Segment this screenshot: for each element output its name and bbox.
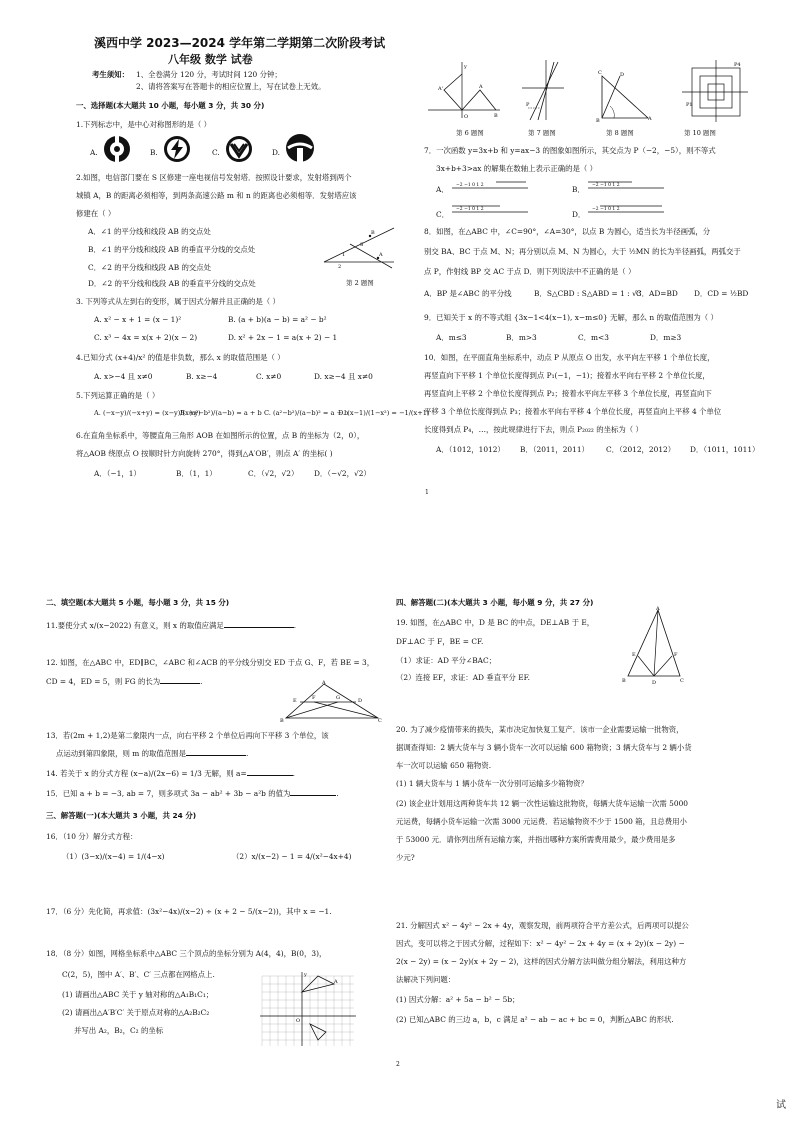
q2-option-b: B．∠1 的平分线和线段 AB 的垂直平分线的交点处 [88, 245, 256, 254]
notice-2: 2、请将答案写在答题卡的相应位置上，写在试卷上无效。 [136, 82, 326, 91]
q4-option-c: C. x≠0 [256, 372, 282, 381]
q18-part-2: (2) 请画出△A′B′C′ 关于原点对称的△A₂B₂C₂ [62, 1008, 210, 1017]
q6-option-c: C．（√2，√2） [248, 469, 299, 478]
q4-option-a: A. x>−4 且 x≠0 [94, 372, 153, 381]
q10-option-b: B．（2011，2011） [520, 445, 589, 454]
svg-text:B: B [371, 230, 375, 236]
q12-line-2: CD = 4，ED = 5，则 FG 的长为 . [46, 677, 203, 686]
q12-figure [278, 680, 388, 722]
q8-option-b: B．S△CBD : S△ABD = 1 : √3 [534, 289, 642, 298]
svg-text:B: B [280, 718, 284, 722]
exam-title: 溪西中学 2023—2024 学年第二学期第二次阶段考试 [94, 36, 386, 50]
q10-option-c: C．（2012，2012） [606, 445, 676, 454]
fig7-diagram [518, 58, 568, 124]
q7-numberline-a [450, 178, 530, 194]
q8-line-3: 点 P，作射线 BP 交 AC 于点 D．则下列说法中不正确的是（ ） [424, 267, 636, 276]
q19-figure [618, 604, 686, 686]
q2-line-2: 城镇 A，B 的距离必须相等，到两条高速公路 m 和 n 的距离也必须相等．发射塔应该 [76, 191, 357, 200]
q20-part-2d: 少元? [396, 853, 415, 862]
q21-line-4: 法解决下列问题： [396, 975, 456, 984]
corner-mark: 试 [776, 1100, 786, 1111]
svg-text:O: O [296, 1018, 301, 1024]
q20-part-2b: 元运费，每辆小货车运输一次需 3000 元运费．若运输物资不少于 1500 箱，且总费用小 [396, 817, 687, 826]
q7-numberline-b [586, 178, 666, 194]
q18-line-1: 18．（8 分）如图，网格坐标系中△ABC 三个顶点的坐标分别为 A(4，4)，B(0，3)， [46, 949, 327, 958]
q9-option-d: D．m≥3 [650, 333, 682, 342]
q13-line-2: 点运动到第四象限，则 m 的取值范围是 . [56, 749, 249, 758]
q2-line-1: 2.如图，电信部门要在 S 区修建一座电视信号发射塔．按照设计要求，发射塔到两个 [76, 173, 352, 182]
q1-option-a: A. [90, 148, 98, 157]
q20-part-2c: 于 53000 元．请你列出所有运输方案，并指出哪种方案所需费用最少，最少费用是多 [396, 835, 676, 844]
svg-text:−2 −1 0 1 2: −2 −1 0 1 2 [592, 207, 620, 212]
q20-line-2: 据调查得知：2 辆大货车与 3 辆小货车一次可以运输 600 箱物资；3 辆大货车与 2 辆小货 [396, 743, 692, 752]
q3-option-d: D. x² + 2x − 1 = a(x + 2) − 1 [228, 333, 338, 342]
q20-part-2a: (2) 该企业计划用这两种货车共 12 辆一次性运输这批物资，每辆大货车运输一次需 5000 [396, 799, 688, 808]
q5-option-a: A. (−x−y)/(−x+y) = (x−y)/(x+y) [94, 409, 201, 417]
q19-line-2: DF⊥AC 于 F，BE = CF. [396, 637, 484, 646]
q4-option-d: D. x≥−4 且 x≠0 [314, 372, 373, 381]
svg-text:y: y [464, 64, 467, 70]
q3-text: 3. 下列等式从左到右的变形，属于因式分解并且正确的是（ ） [76, 297, 280, 306]
svg-text:E: E [293, 698, 297, 704]
q2-figure-caption: 第 2 题图 [346, 279, 374, 287]
q8-option-d: D．CD = ½BD [694, 289, 749, 298]
svg-text:F: F [674, 652, 678, 658]
svg-text:A: A [379, 252, 383, 258]
q17-text: 17．（6 分）先化简，再求值：(3x²−4x)/(x−2) ÷ (x + 2 − 5/(x−2))，其中 x = −1. [46, 907, 332, 916]
svg-text:P4: P4 [734, 62, 741, 68]
fig10-caption: 第 10 题图 [684, 129, 716, 137]
q4-option-b: B. x≥−4 [186, 372, 218, 381]
q18-line-2: C(2，5)，图中 A′、B′、C′ 三点都在网格点上. [62, 970, 215, 979]
q2-option-d: D．∠2 的平分线和线段 AB 的垂直平分线的交点处 [88, 279, 256, 288]
q3-option-c: C. x³ − 4x = x(x + 2)(x − 2) [94, 333, 198, 342]
q8-option-a: A．BP 是∠ABC 的平分线 [424, 289, 512, 298]
q7-option-a: A． [436, 185, 449, 194]
q9-text: 9．已知关于 x 的不等式组 {3x−1<4(x−1), x−m≤0} 无解，那么 n 的取值范围为（ ） [424, 313, 718, 322]
section3-heading: 三、解答题(一)(本大题共 3 小题，共 24 分) [46, 811, 197, 820]
q6-line-1: 6.在直角坐标系中，等腰直角三角形 AOB 在如图所示的位置，点 B 的坐标为（2，0）， [76, 431, 365, 440]
svg-text:C: C [680, 678, 684, 684]
q13-line-1: 13．若(2m + 1,2)是第二象限内一点，向右平移 2 个单位后再向下平移 3 个单位，该 [46, 731, 329, 740]
q10-option-a: A．（1012，1012） [436, 445, 505, 454]
svg-text:B: B [622, 678, 626, 684]
fig8-caption: 第 8 题图 [606, 129, 634, 137]
svg-text:C: C [378, 718, 382, 722]
q15-text: 15．已知 a + b = −3, ab = 7，则多项式 3a − ab² + 3b − a²b 的值为 . [46, 789, 339, 798]
q5-text: 5.下列运算正确的是（ ） [76, 391, 160, 400]
q3-option-b: B. (a + b)(a − b) = a² − b² [228, 315, 327, 324]
q7-numberline-c [450, 202, 530, 218]
svg-text:D: D [358, 698, 363, 704]
svg-text:−2 −1 0 1 2: −2 −1 0 1 2 [592, 183, 620, 188]
svg-text:y: y [304, 972, 307, 978]
q10-line-2: 再竖直向下平移 1 个单位长度得到点 P₁(−1，−1)；接着水平向右平移 2 个单位长度， [424, 371, 710, 380]
q11-text: 11.要使分式 x/(x−2022) 有意义，则 x 的取值应满足 . [46, 621, 297, 630]
svg-text:A: A [322, 680, 326, 686]
q8-line-1: 8．如图，在△ABC 中，∠C=90°，∠A=30°，以点 B 为圆心，适当长为半径画弧，分 [424, 227, 711, 236]
section1-heading: 一、选择题(本大题共 10 小题，每小题 3 分，共 30 分) [76, 101, 265, 110]
q20-line-1: 20. 为了减少疫情带来的损失，某市决定加快复工复产．该市一企业需要运输一批物资， [396, 725, 684, 734]
q7-option-d: D． [572, 210, 586, 219]
svg-text:P1: P1 [686, 102, 693, 108]
q2-option-a: A．∠1 的平分线和线段 AB 的交点处 [88, 227, 211, 236]
q9-option-a: A．m≤3 [436, 333, 467, 342]
q16-part-2: （2）x/(x−2) − 1 = 4/(x²−4x+4) [232, 852, 352, 861]
svg-text:O: O [464, 114, 469, 120]
svg-text:E: E [632, 652, 636, 658]
svg-text:D: D [620, 72, 625, 78]
q19-part-2: （2）连接 EF，求证：AD 垂直平分 EF. [396, 673, 530, 682]
logo-d-icon [284, 132, 316, 164]
svg-text:P: P [526, 102, 530, 108]
q7-option-b: B． [572, 185, 585, 194]
svg-text:A': A' [438, 86, 443, 92]
q6-option-d: D．（−√2，√2） [314, 469, 371, 478]
q10-line-5: 长度得到点 P₄，…，按此规律进行下去，则点 P₂₀₂₂ 的坐标为（ ） [424, 425, 643, 434]
fig10-diagram [680, 58, 750, 124]
q7-line-2: 3x+b+3>ax 的解集在数轴上表示正确的是（ ） [436, 164, 598, 173]
exam-subtitle: 八年级 数学 试卷 [168, 53, 253, 66]
q10-option-d: D．（1011，1011） [690, 445, 760, 454]
svg-text:A: A [334, 979, 338, 985]
fig6-diagram [424, 60, 504, 122]
q19-part-1: （1）求证：AD 平分∠BAC； [396, 656, 497, 665]
q1-option-b: B. [150, 148, 158, 157]
q7-option-c: C． [436, 210, 450, 219]
fig8-diagram [596, 66, 654, 122]
q20-part-1: (1) 1 辆大货车与 1 辆小货车一次分别可运输多少箱物资？ [396, 779, 588, 788]
q12-line-1: 12. 如图，在△ABC 中，ED∥BC，∠ABC 和∠ACB 的平分线分别交 ED 于点 G、F，若 BE = 3， [46, 658, 375, 667]
svg-text:2: 2 [338, 264, 342, 270]
svg-text:G: G [336, 695, 340, 701]
q3-option-a: A. x² − x + 1 = (x − 1)² [94, 315, 182, 324]
q2-figure [320, 222, 398, 270]
q9-option-c: C．m<3 [578, 333, 609, 342]
svg-text:B: B [494, 113, 498, 119]
q8-option-c: C．AD=BD [636, 289, 678, 298]
logo-c-icon [224, 134, 254, 164]
svg-text:S: S [360, 242, 364, 248]
q10-line-1: 10．如图，在平面直角坐标系中，动点 P 从原点 O 出发，水平向左平移 1 个单位长度， [424, 353, 715, 362]
logo-a-icon [102, 134, 132, 164]
q4-text: 4.已知分式 (x+4)/x² 的值是非负数，那么 x 的取值范围是（ ） [76, 353, 285, 362]
q6-option-a: A．（−1，1） [94, 469, 141, 478]
notice-1: 1、全卷满分 120 分，考试时间 120 分钟； [136, 70, 282, 79]
section4-heading: 四、解答题(二)(本大题共 3 小题，每小题 9 分，共 27 分) [396, 598, 594, 607]
q10-line-3: 再竖直向上平移 2 个单位长度得到点 P₂；接着水平向左平移 3 个单位长度，再竖直向下 [424, 389, 712, 398]
q21-part-2: (2) 已知△ABC 的三边 a，b，c 满足 a² − ab − ac + bc = 0，判断△ABC 的形状. [396, 1015, 674, 1024]
q16-text: 16．（10 分）解分式方程： [46, 832, 138, 841]
q1-option-d: D. [272, 148, 281, 157]
q18-part-1: (1) 请画出△ABC 关于 y 轴对称的△A₁B₁C₁； [62, 990, 214, 999]
q20-line-3: 车一次可以运输 650 箱物资. [396, 761, 492, 770]
q2-option-c: C．∠2 的平分线和线段 AB 的交点处 [88, 263, 212, 272]
q10-line-4: 平移 3 个单位长度得到点 P₃；接着水平向右平移 4 个单位长度，再竖直向上平移 4 个单位 [424, 407, 722, 416]
svg-text:F: F [312, 695, 316, 701]
q8-line-2: 别交 BA、BC 于点 M、N；再分别以点 M、N 为圆心，大于 ½MN 的长为半径画弧，两弧交于 [424, 247, 741, 256]
fig6-caption: 第 6 题图 [456, 129, 484, 137]
svg-text:B: B [596, 118, 600, 122]
q21-line-1: 21. 分解因式 x² − 4y² − 2x + 4y，观察发现，前两项符合平方差公式，后两项可以提公 [396, 921, 689, 930]
q5-option-b: B. (a²−b²)/(a−b) = a + b [180, 409, 262, 417]
svg-text:A: A [648, 116, 652, 122]
page-number-1: 1 [425, 489, 429, 496]
svg-text:−2 −1 0 1 2: −2 −1 0 1 2 [456, 207, 484, 212]
svg-text:−2 −1 0 1 2: −2 −1 0 1 2 [456, 183, 484, 188]
q5-option-d: D. (x−1)/(1−x²) = −1/(x+1) [338, 409, 430, 417]
q9-option-b: B．m>3 [506, 333, 537, 342]
q16-part-1: （1）(3−x)/(x−4) = 1/(4−x) [62, 852, 165, 861]
q1-text: 1.下列标志中，是中心对称图形的是（ ） [76, 120, 212, 129]
q1-option-c: C. [212, 148, 220, 157]
q14-text: 14. 若关于 x 的分式方程 (x−a)/(2x−6) = 1/3 无解，则 a= . [46, 769, 296, 778]
q21-part-1: (1) 因式分解：a² + 5a − b² − 5b； [396, 995, 520, 1004]
page-number-2: 2 [396, 1061, 400, 1068]
q2-line-3: 修建在（ ） [76, 209, 116, 218]
q6-option-b: B．（1，1） [176, 469, 217, 478]
q7-line-1: 7．一次函数 y=3x+b 和 y=ax−3 的图象如图所示，其交点为 P（−2，−5），则不等式 [424, 146, 716, 155]
q21-line-2: 因式，变可以将之于因式分解，过程如下：x² − 4y² − 2x + 4y = (x + 2y)(x − 2y) − [396, 939, 685, 948]
logo-b-icon [162, 134, 192, 164]
svg-text:D: D [652, 680, 657, 686]
q19-line-1: 19. 如图，在△ABC 中，D 是 BC 的中点，DE⊥AB 于 E， [396, 618, 595, 627]
q6-line-2: 将△AOB 绕原点 O 按顺时针方向旋转 270°，得到△A′OB′，则点 A′ 的坐标( ) [76, 449, 333, 458]
q21-line-3: 2(x − 2y) = (x − 2y)(x + 2y − 2)，这样的因式分解方法叫做分组分解法，利用这种方 [396, 957, 687, 966]
q18-grid-figure [258, 970, 358, 1048]
svg-text:A: A [479, 84, 483, 90]
q7-numberline-d [586, 202, 666, 218]
q18-part-3: 并写出 A₂，B₂，C₂ 的坐标 [74, 1026, 164, 1035]
svg-text:C: C [598, 70, 602, 76]
section2-heading: 二、填空题(本大题共 5 小题，每小题 3 分，共 15 分) [46, 598, 230, 607]
svg-text:A: A [656, 606, 660, 612]
fig7-caption: 第 7 题图 [528, 129, 556, 137]
svg-text:1: 1 [342, 252, 346, 258]
notice-label: 考生须知： [92, 70, 129, 79]
q5-option-c: C. (a²−b²)/(a−b)² = a − b [264, 409, 349, 417]
